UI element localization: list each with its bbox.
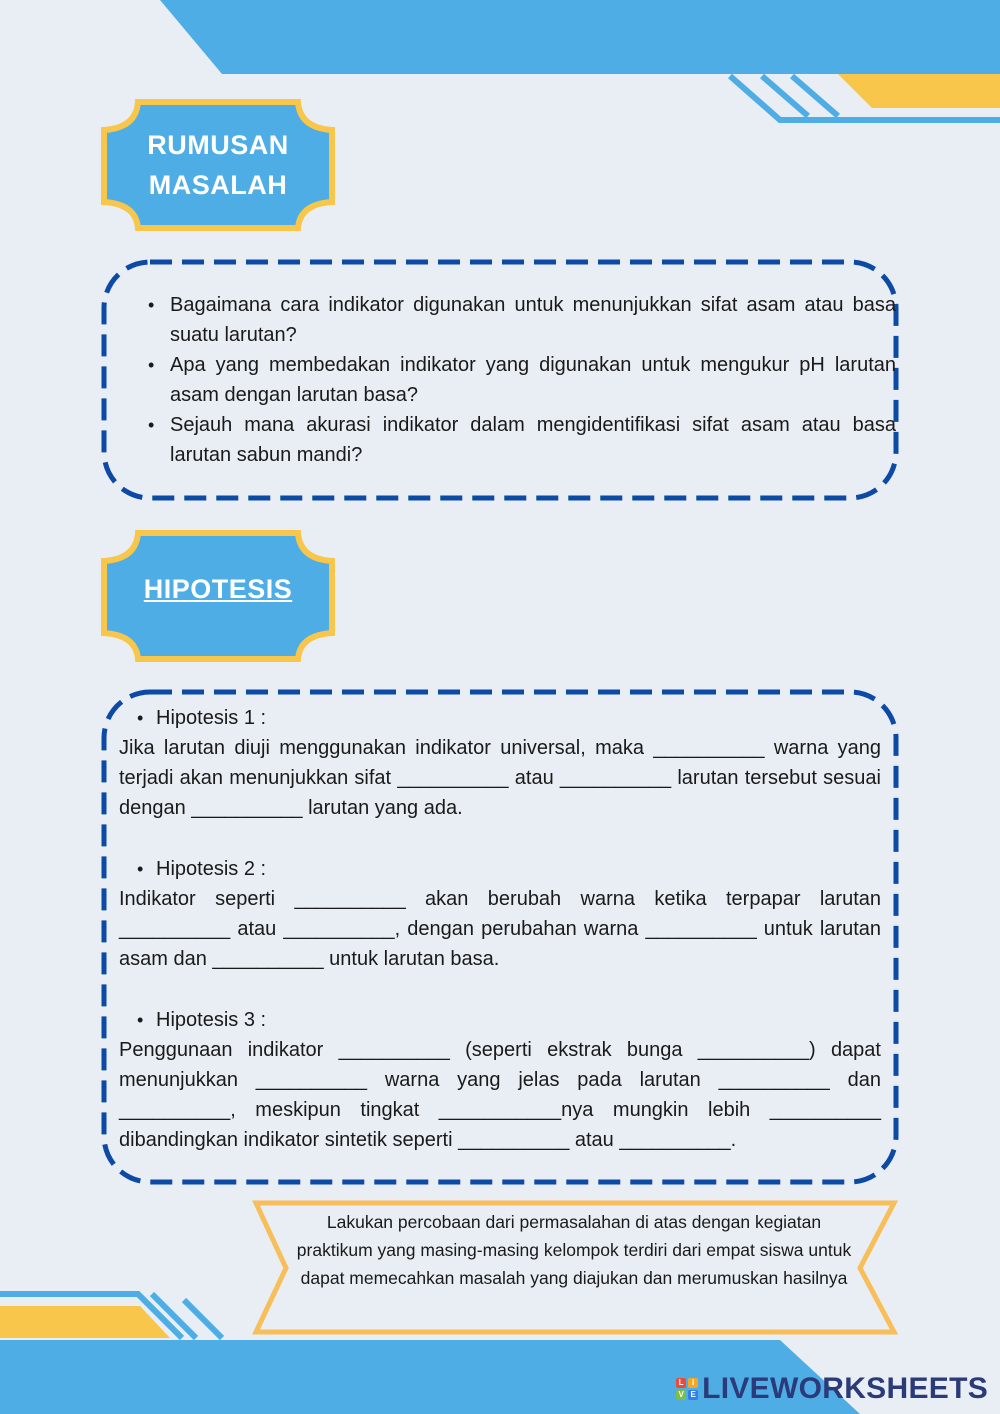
hypothesis-3 bbox=[119, 1005, 881, 1155]
logo-text: LIVEWORKSHEETS bbox=[702, 1372, 988, 1405]
top-yellow-stripe bbox=[838, 74, 1000, 108]
hipotesis-heading bbox=[100, 564, 336, 614]
hypothesis-title: • Hipotesis 1 : bbox=[119, 703, 881, 733]
questions-list bbox=[140, 290, 896, 470]
question-item: • Bagaimana cara indikator digunakan untuk menunjukkan sifat asam atau basa suatu larutan? bbox=[170, 290, 896, 350]
bottom-yellow-stripe bbox=[0, 1306, 170, 1338]
rumusan-heading-line2: MASALAH bbox=[148, 170, 288, 200]
rumusan-heading bbox=[100, 120, 336, 210]
instruction-note: Lakukan percobaan dari permasalahan di atas dengan kegiatan praktikum yang masing-masing kelompok terdiri dari empat siswa untuk dapat memecahkan masalah yang diajukan dan merumuskan hasilnya bbox=[296, 1212, 852, 1288]
hypothesis-body[interactable]: Jika larutan diuji menggunakan indikator universal, maka __________ warna yang terjadi akan menunjukkan sifat __________ atau __________ larutan tersebut sesuai dengan __________ larutan yang ada. bbox=[119, 737, 881, 819]
rumusan-heading-line1: RUMUSAN bbox=[147, 130, 289, 160]
question-item: • Apa yang membedakan indikator yang digunakan untuk mengukur pH larutan asam dengan larutan basa? bbox=[170, 350, 896, 410]
hypothesis-title: • Hipotesis 2 : bbox=[119, 854, 881, 884]
top-banner bbox=[0, 0, 1000, 74]
logo-letter: L bbox=[676, 1378, 686, 1388]
liveworksheets-logo[interactable] bbox=[676, 1372, 988, 1406]
logo-letter: I bbox=[688, 1378, 698, 1388]
hypothesis-body[interactable]: Indikator seperti __________ akan berubah warna ketika terpapar larutan __________ atau __________, dengan perubahan warna __________ untuk larutan asam dan __________ untuk larutan basa. bbox=[119, 888, 881, 970]
hypothesis-body[interactable]: Penggunaan indikator __________ (seperti ekstrak bunga __________) dapat menunjukkan __________ warna yang jelas pada larutan __________ dan __________, meskipun tingkat ___________nya mungkin lebih __________ dibandingkan indikator sintetik seperti __________ atau __________. bbox=[119, 1039, 881, 1151]
logo-letter: E bbox=[688, 1390, 698, 1400]
hypothesis-1 bbox=[119, 703, 881, 823]
logo-letter: V bbox=[676, 1390, 686, 1400]
hipotesis-heading-text: HIPOTESIS bbox=[143, 574, 293, 604]
hypothesis-title: • Hipotesis 3 : bbox=[119, 1005, 881, 1035]
live-icon bbox=[676, 1378, 698, 1400]
hypothesis-2 bbox=[119, 854, 881, 974]
question-item: • Sejauh mana akurasi indikator dalam mengidentifikasi sifat asam atau basa larutan sabun mandi? bbox=[170, 410, 896, 470]
